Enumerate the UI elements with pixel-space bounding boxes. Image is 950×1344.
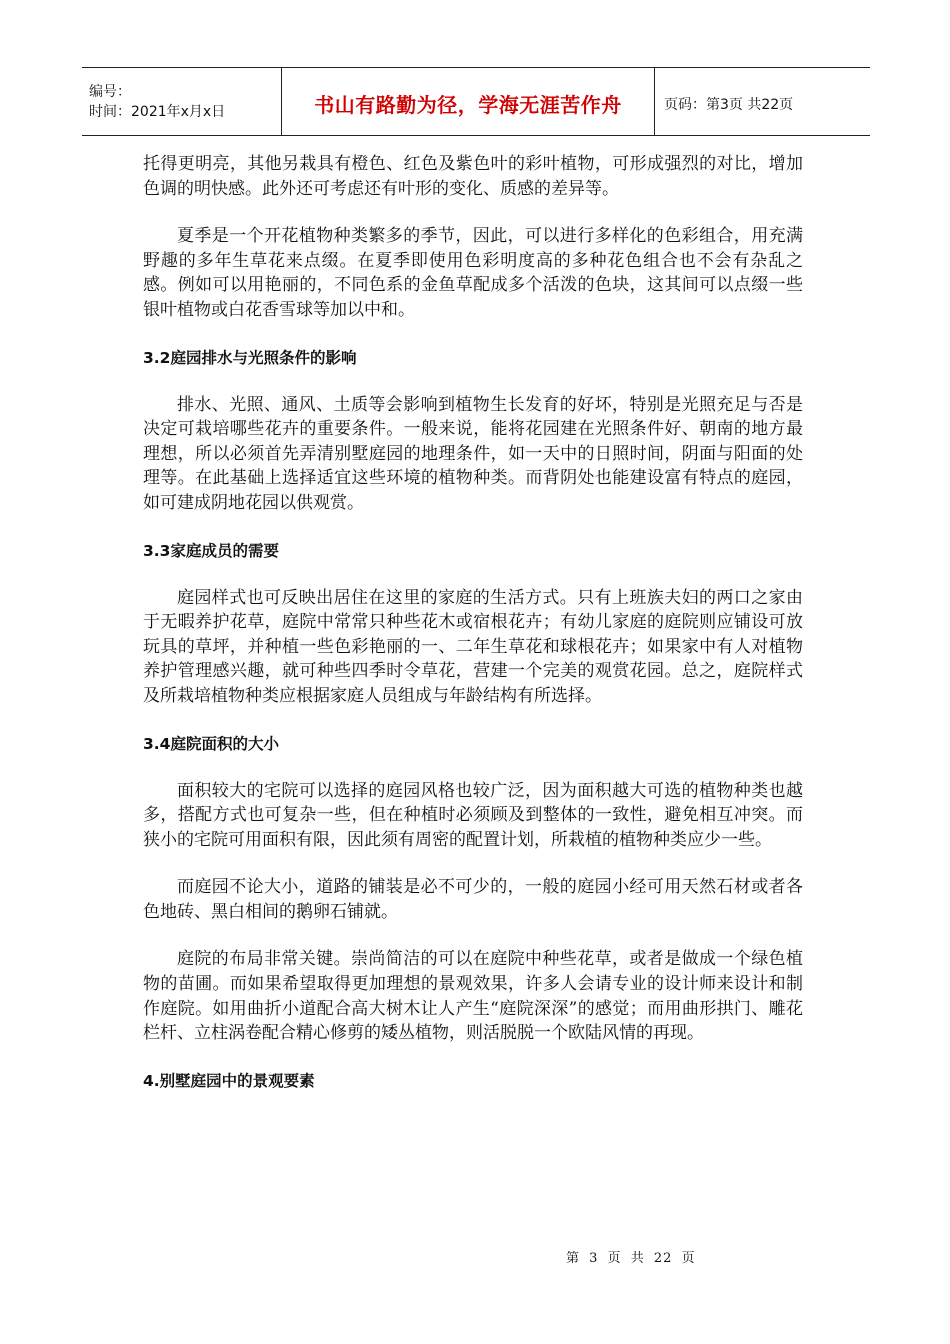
page-footer <box>566 1247 696 1266</box>
footer-mid: 页 <box>607 1251 622 1266</box>
footer-page-number: 3 <box>589 1251 599 1266</box>
number-label: 编号： <box>89 83 131 100</box>
footer-total-prefix: 共 <box>630 1251 645 1266</box>
paragraph: 而庭园不论大小，道路的铺装是必不可少的，一般的庭园小经可用天然石材或者各色地砖、黑白相间的鹅卵石铺就。 <box>143 877 803 922</box>
footer-total-pages: 22 <box>653 1251 673 1266</box>
section-heading: 3.4庭院面积的大小 <box>143 734 279 753</box>
time-label: 时间：2021年x月x日 <box>89 103 226 120</box>
header-page-info-cell <box>655 68 870 135</box>
section-heading: 3.2庭园排水与光照条件的影响 <box>143 348 357 367</box>
paragraph: 排水、光照、通风、土质等会影响到植物生长发育的好坏，特别是光照充足与否是决定可栽培哪些花卉的重要条件。一般来说，能将花园建在光照条件好、朝南的地方最理想，所以必须首先弄清别墅庭园的地理条件，如一天中的日照时间，阴面与阳面的处理等。在此基础上选择适宜这些环境的植物种类。而背阴处也能建设富有特点的庭园，如可建成阴地花园以供观赏。 <box>143 394 803 513</box>
footer-prefix: 第 <box>566 1251 581 1266</box>
footer-suffix: 页 <box>681 1251 696 1266</box>
paragraph: 庭院的布局非常关键。崇尚简洁的可以在庭院中种些花草，或者是做成一个绿色植物的苗圃。而如果希望取得更加理想的景观效果，许多人会请专业的设计师来设计和制作庭院。如用曲折小道配合高大树木让人产生“庭院深深”的感觉；而用曲形拱门、雕花栏杆、立柱涡卷配合精心修剪的矮丛植物，则活脱脱一个欧陆风情的再现。 <box>143 949 803 1044</box>
header-meta <box>82 68 281 135</box>
section-heading: 3.3家庭成员的需要 <box>143 541 279 560</box>
paragraph: 托得更明亮，其他另栽具有橙色、红色及紫色叶的彩叶植物，可形成强烈的对比，增加色调的明快感。此外还可考虑还有叶形的变化、质感的差异等。 <box>143 154 803 199</box>
paragraph: 夏季是一个开花植物种类繁多的季节，因此，可以进行多样化的色彩组合，用充满野趣的多年生草花来点缀。在夏季即使用色彩明度高的多种花色组合也不会有杂乱之感。例如可以用艳丽的，不同色系的金鱼草配成多个活泼的色块，这其间可以点缀一些银叶植物或白花香雪球等加以中和。 <box>143 226 803 320</box>
section-heading: 4.别墅庭园中的景观要素 <box>143 1071 315 1090</box>
paragraph: 庭园样式也可反映出居住在这里的家庭的生活方式。只有上班族夫妇的两口之家由于无暇养护花草，庭院中常常只种些花木或宿根花卉；有幼儿家庭的庭院则应铺设可放玩具的草坪，并种植一些色彩艳丽的一、二年生草花和球根花卉；如果家中有人对植物养护管理感兴趣，就可种些四季时令草花，营建一个完美的观赏花园。总之，庭院样式及所栽培植物种类应根据家庭人员组成与年龄结构有所选择。 <box>143 587 803 706</box>
motto: 书山有路勤为径，学海无涯苦作舟 <box>314 93 622 117</box>
page-header <box>82 67 870 136</box>
header-motto-cell <box>281 68 655 135</box>
document-body <box>143 152 803 1093</box>
paragraph: 面积较大的宅院可以选择的庭园风格也较广泛，因为面积越大可选的植物种类也越多，搭配方式也可复杂一些，但在种植时必须顾及到整体的一致性，避免相互冲突。而狭小的宅院可用面积有限，因此须有周密的配置计划，所栽植的植物种类应少一些。 <box>143 780 803 850</box>
page-info: 页码：第3页 共22页 <box>664 96 794 113</box>
